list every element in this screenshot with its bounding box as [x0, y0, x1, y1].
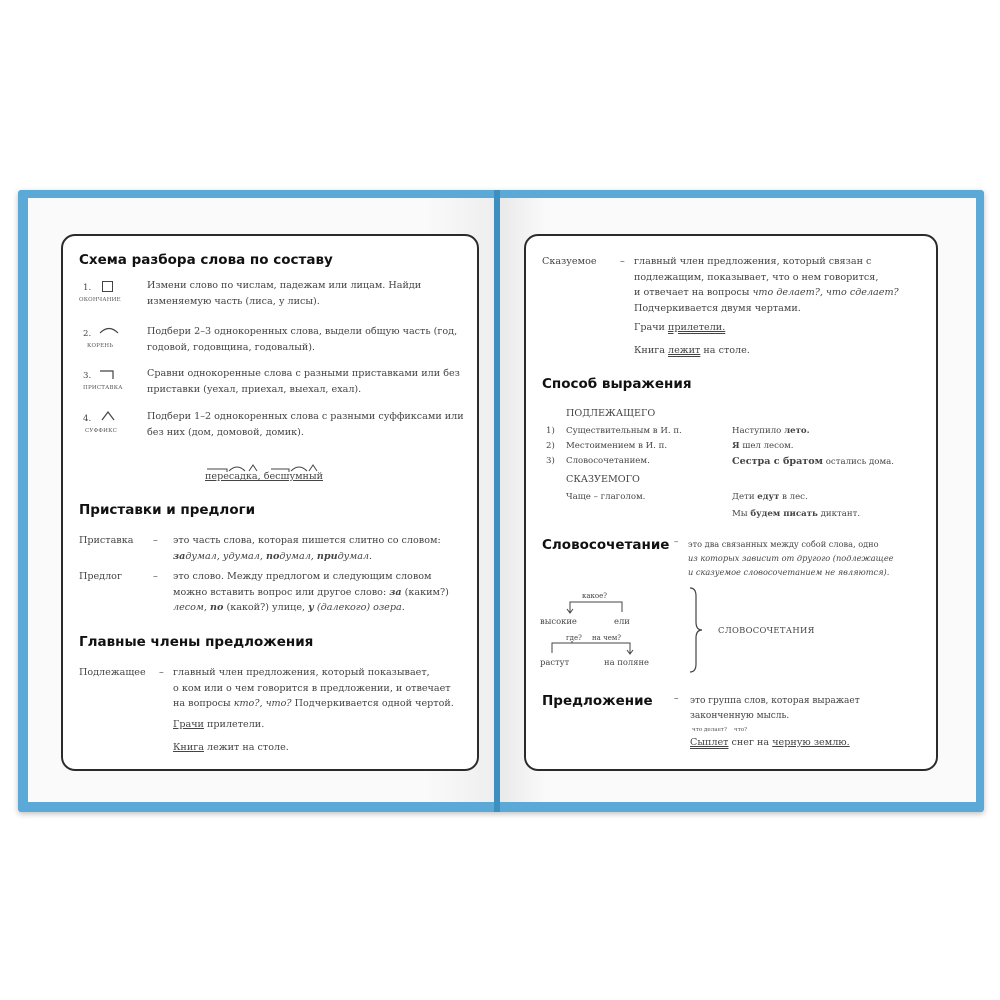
expression-row-example — [732, 441, 794, 451]
predicate-definition-line — [634, 285, 926, 301]
example-rest: прилетели. — [207, 719, 265, 730]
example-bold: Я — [732, 441, 740, 451]
subject-word: Грачи — [173, 719, 204, 730]
subject-definition-line: о ком или о чем говорится в предложении, и отвечает — [173, 682, 451, 694]
phrase-question: на чем? — [592, 634, 622, 642]
example-text: в лес. — [782, 492, 808, 502]
phrase-definition-line: из которых зависит от другого (подлежащее — [688, 553, 894, 563]
sentence-title: Предложение — [542, 693, 653, 709]
example-word: Книга — [634, 345, 665, 356]
phrase-title: Словосочетание — [542, 537, 670, 553]
scheme-item-number: 4. — [83, 414, 92, 424]
predicate-text: и отвечает на вопросы — [634, 287, 750, 298]
predicate-word: Сыплет — [690, 737, 729, 748]
predicate-definition-line: подлежащим, показывает, что о нем говорится, — [634, 271, 879, 283]
preposition-text: лесом, — [173, 602, 207, 613]
preposition-definition-line — [173, 585, 469, 601]
ending-icon — [102, 281, 113, 292]
prefix-ex-rest: думал, — [279, 550, 314, 562]
curly-brace-icon — [686, 586, 704, 674]
subject-text: на вопросы — [173, 698, 231, 709]
subject-questions: кто?, что? — [233, 698, 292, 709]
example-bold: будем писать — [750, 509, 818, 519]
predicate-way-example-2 — [732, 509, 860, 519]
preposition-example: за — [389, 586, 402, 598]
predicate-word: лежит — [668, 345, 701, 356]
preposition-text: (далекого) озера. — [316, 602, 405, 613]
example-rest: на столе. — [703, 345, 750, 356]
predicate-dash: – — [620, 256, 625, 267]
right-content-frame — [524, 234, 938, 771]
prefix-examples — [173, 549, 469, 565]
expression-row-way: Существительным в И. п. — [566, 426, 682, 436]
predicate-definition-line: главный член предложения, который связан с — [634, 256, 872, 267]
example-text: Наступило — [732, 426, 782, 436]
scheme-item-prefix-marker — [79, 368, 149, 402]
scheme-item-root-marker — [79, 326, 149, 360]
expression-title: Способ выражения — [542, 376, 692, 392]
predicate-questions: что делает?, что сделает? — [752, 287, 899, 298]
example-text: Мы — [732, 509, 748, 519]
sentence-question: что делает? — [692, 727, 727, 733]
sentence-definition — [690, 694, 924, 724]
example-word: Грачи — [634, 322, 665, 333]
predicate-word: прилетели. — [668, 322, 726, 333]
predicate-definition — [634, 254, 926, 316]
preposition-dash: – — [153, 571, 158, 582]
phrase-dash: – — [674, 537, 679, 547]
phrase-definition-line: и сказуемое словосочетанием не являются). — [688, 567, 890, 577]
phrase-word: на поляне — [604, 657, 650, 667]
subject-example-1 — [173, 717, 264, 733]
preposition-definition-line: это слово. Между предлогом и следующим словом — [173, 571, 432, 582]
book-spine — [494, 190, 500, 812]
suffix-icon — [101, 411, 115, 421]
example-text: остались дома. — [825, 457, 894, 467]
phrase-word: ели — [614, 616, 630, 626]
scheme-item-text: Сравни однокоренные слова с разными приставками или без приставки (уехал, приехал, выехал, ехал). — [147, 368, 460, 395]
phrase-arrow-2 — [542, 641, 642, 655]
sentence-definition-line: это группа слов, которая выражает — [690, 696, 860, 706]
scheme-item-number: 2. — [83, 329, 92, 339]
subject-text: Подчеркивается одной чертой. — [294, 698, 454, 709]
phrase-word: высокие — [540, 616, 577, 626]
morpheme-example: пересадка, бесшумный — [205, 471, 323, 482]
preposition-definition-line — [173, 600, 469, 616]
example-bold: лето. — [784, 426, 810, 436]
prefixes-title: Приставки и предлоги — [79, 502, 256, 518]
scheme-title: Схема разбора слова по составу — [79, 252, 333, 268]
scheme-item-ending-marker — [79, 280, 149, 314]
sentence-definition-line: законченную мысль. — [690, 711, 790, 721]
sentence-text: черную землю. — [772, 737, 850, 748]
expression-row-example — [732, 456, 894, 467]
phrase-arrow-1 — [556, 600, 636, 614]
scheme-item-text: Измени слово по числам, падежам или лицам. Найди изменяемую часть (лиса, у лисы). — [147, 280, 422, 307]
subject-dash: – — [159, 667, 164, 678]
prefix-ex-prefix: при — [316, 550, 338, 562]
subject-definition-line: главный член предложения, который показывает, — [173, 667, 430, 678]
prefix-ex-word: удумал, — [222, 550, 263, 562]
preposition-text: (каким?) — [404, 586, 449, 598]
expression-row-way: Местоимением в И. п. — [566, 441, 668, 451]
predicate-term: Сказуемое — [542, 256, 597, 267]
predicate-heading: СКАЗУЕМОГО — [566, 474, 640, 485]
phrase-question: какое? — [582, 592, 608, 600]
prefix-definition-line: это часть слова, которая пишется слитно со словом: — [173, 535, 441, 546]
preposition-text: можно вставить вопрос или другое слово: — [173, 586, 387, 598]
predicate-way: Чаще – глаголом. — [566, 492, 646, 502]
predicate-definition-line: Подчеркивается двумя чертами. — [634, 302, 801, 314]
sentence-dash: – — [674, 694, 679, 704]
prefix-icon — [99, 370, 115, 380]
scheme-item-part: ОКОНЧАНИЕ — [79, 297, 121, 303]
preposition-example: у — [308, 602, 314, 613]
preposition-term: Предлог — [79, 571, 122, 582]
subject-heading: ПОДЛЕЖАЩЕГО — [566, 408, 656, 419]
example-bold: Сестра с братом — [732, 456, 823, 467]
preposition-definition — [173, 569, 469, 616]
scheme-item-part: СУФФИКС — [85, 428, 117, 434]
phrase-definition-line: это два связанных между собой слова, одно — [688, 539, 879, 549]
subject-term: Подлежащее — [79, 667, 146, 678]
members-title: Главные члены предложения — [79, 634, 314, 650]
subject-definition — [173, 665, 469, 712]
root-icon — [99, 326, 119, 334]
expression-row-num: 2) — [546, 441, 555, 451]
scheme-item-suffix-marker — [79, 411, 149, 445]
predicate-way-example-1 — [732, 492, 808, 502]
scheme-item-part: КОРЕНЬ — [87, 343, 114, 349]
scheme-item-part: ПРИСТАВКА — [83, 385, 123, 391]
prefix-ex-rest: думал. — [337, 550, 373, 562]
subject-example-2 — [173, 740, 289, 756]
example-text: шел лесом. — [742, 441, 794, 451]
subject-definition-line — [173, 696, 469, 712]
prefix-ex-rest: думал, — [185, 550, 220, 562]
example-rest: лежит на столе. — [207, 742, 289, 753]
scheme-item-number: 3. — [83, 371, 92, 381]
scheme-item-number: 1. — [83, 283, 92, 293]
prefix-ex-prefix: за — [173, 550, 186, 562]
predicate-example-1 — [634, 320, 725, 336]
prefix-definition — [173, 533, 469, 564]
scheme-item-text: Подбери 2–3 однокоренных слова, выдели общую часть (год, годовой, годовщина, годовалый). — [147, 326, 458, 353]
sentence-text: снег на — [731, 737, 770, 748]
expression-row-example — [732, 426, 810, 436]
prefix-term: Приставка — [79, 535, 134, 546]
phrase-definition — [688, 537, 928, 579]
expression-row-way: Словосочетанием. — [566, 456, 650, 466]
prefix-dash: – — [153, 535, 158, 546]
sentence-example — [690, 737, 850, 748]
expression-row-num: 1) — [546, 426, 555, 436]
subject-word: Книга — [173, 742, 204, 753]
sentence-question: что? — [734, 727, 748, 733]
phrase-question: где? — [566, 634, 582, 642]
scheme-item-text: Подбери 1–2 однокоренных слова с разными суффиксами или без них (дом, домовой, домик). — [147, 411, 464, 438]
phrase-word: растут — [540, 657, 570, 667]
prefix-ex-prefix: по — [266, 550, 280, 562]
left-content-frame — [61, 234, 479, 771]
phrases-label: СЛОВОСОЧЕТАНИЯ — [718, 625, 815, 635]
example-text: Дети — [732, 492, 755, 502]
expression-row-num: 3) — [546, 456, 555, 466]
example-bold: едут — [757, 492, 780, 502]
predicate-example-2 — [634, 343, 750, 359]
preposition-example: по — [210, 602, 224, 613]
example-text: диктант. — [820, 509, 861, 519]
preposition-text: (какой?) улице, — [226, 602, 306, 613]
